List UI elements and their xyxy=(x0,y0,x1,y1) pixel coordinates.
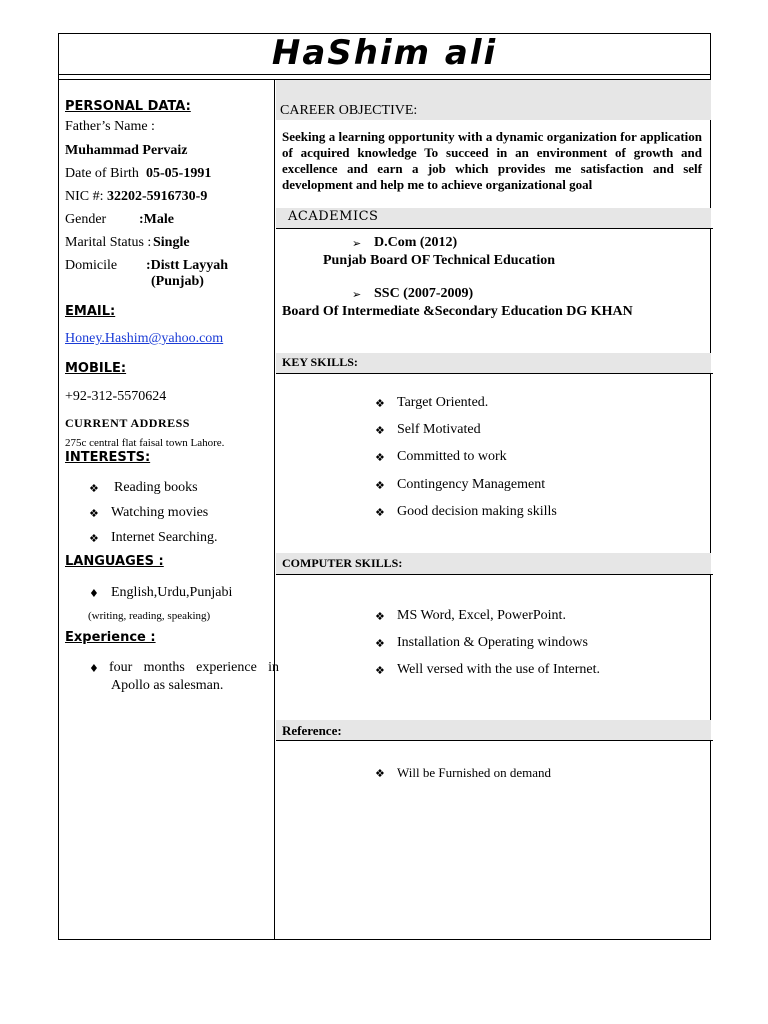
languages-value: English,Urdu,Punjabi xyxy=(111,585,233,600)
academics-rule xyxy=(276,228,713,229)
marital-status-label: Marital Status : xyxy=(65,235,152,250)
nic-value: 32202-5916730-9 xyxy=(107,189,208,204)
address-value: 275c central flat faisal town Lahore. xyxy=(65,437,225,449)
dob-label: Date of Birth xyxy=(65,166,139,181)
key-skill-item: Good decision making skills xyxy=(397,504,557,519)
small-diamond-bullet-icon: ♦ xyxy=(89,587,99,600)
key-skill-item: Contingency Management xyxy=(397,477,546,492)
experience-heading: Experience : xyxy=(65,630,156,645)
domicile-province: (Punjab) xyxy=(151,274,204,289)
academics-heading: ACADEMICS xyxy=(288,209,379,224)
diamond-bullet-icon: ❖ xyxy=(89,482,99,495)
computer-skills-rule xyxy=(276,574,713,575)
career-objective-text: Seeking a learning opportunity with a dynamic organization for application of acquired knowledge To succeed in an environment of growth and excellence and earn a job which provides me satisfaction and self development and help me to achieve organizational goal xyxy=(282,129,702,192)
personal-data-heading: PERSONAL DATA: xyxy=(65,99,191,114)
email-heading: EMAIL: xyxy=(65,304,116,319)
marital-status-value: Single xyxy=(153,235,190,250)
academic-degree: SSC (2007-2009) xyxy=(374,286,474,301)
mobile-value: +92-312-5570624 xyxy=(65,389,167,404)
arrow-bullet-icon: ➢ xyxy=(352,288,362,301)
career-objective-heading: CAREER OBJECTIVE: xyxy=(280,103,418,118)
diamond-bullet-icon: ❖ xyxy=(375,451,385,464)
mobile-heading: MOBILE: xyxy=(65,361,127,376)
diamond-bullet-icon: ❖ xyxy=(375,479,385,492)
gender-label: Gender xyxy=(65,212,107,227)
academic-degree: D.Com (2012) xyxy=(374,235,458,250)
domicile-value: :Distt Layyah xyxy=(146,258,229,273)
diamond-bullet-icon: ❖ xyxy=(375,397,385,410)
interest-item: Reading books xyxy=(114,480,198,495)
address-heading: CURRENT ADDRESS xyxy=(65,416,190,430)
reference-rule xyxy=(276,740,713,741)
title-rule-top xyxy=(58,74,711,75)
experience-line-2: Apollo as salesman. xyxy=(111,678,224,693)
diamond-bullet-icon: ❖ xyxy=(89,507,99,520)
small-diamond-bullet-icon: ♦ xyxy=(89,662,99,675)
languages-heading: LANGUAGES : xyxy=(65,554,164,569)
diamond-bullet-icon: ❖ xyxy=(375,637,385,650)
gender-value: :Male xyxy=(139,212,174,227)
column-divider xyxy=(274,80,275,940)
computer-skill-item: Well versed with the use of Internet. xyxy=(397,662,600,677)
computer-skill-item: Installation & Operating windows xyxy=(397,635,588,650)
nic-label: NIC #: xyxy=(65,189,104,204)
father-name-label: Father’s Name : xyxy=(65,119,155,134)
reference-heading: Reference: xyxy=(282,723,342,738)
diamond-bullet-icon: ❖ xyxy=(375,506,385,519)
diamond-bullet-icon: ❖ xyxy=(375,767,385,780)
interest-item: Watching movies xyxy=(111,505,209,520)
diamond-bullet-icon: ❖ xyxy=(375,664,385,677)
key-skills-rule xyxy=(276,373,713,374)
languages-note: (writing, reading, speaking) xyxy=(88,610,211,622)
academic-board: Board Of Intermediate &Secondary Education DG KHAN xyxy=(282,304,633,319)
diamond-bullet-icon: ❖ xyxy=(375,610,385,623)
diamond-bullet-icon: ❖ xyxy=(375,424,385,437)
father-name-value: Muhammad Pervaiz xyxy=(65,143,188,158)
key-skill-item: Target Oriented. xyxy=(397,395,489,410)
dob-value: 05-05-1991 xyxy=(146,166,212,181)
candidate-name: HaShim ali xyxy=(271,33,498,73)
experience-line-1: four months experience in xyxy=(109,660,279,675)
computer-skills-heading: COMPUTER SKILLS: xyxy=(282,556,403,570)
diamond-bullet-icon: ❖ xyxy=(89,532,99,545)
key-skills-heading: KEY SKILLS: xyxy=(282,355,358,369)
email-link[interactable]: Honey.Hashim@yahoo.com xyxy=(65,331,224,346)
computer-skill-item: MS Word, Excel, PowerPoint. xyxy=(397,608,566,623)
arrow-bullet-icon: ➢ xyxy=(352,237,362,250)
academic-board: Punjab Board OF Technical Education xyxy=(323,253,556,268)
interests-heading: INTERESTS: xyxy=(65,450,151,465)
key-skill-item: Committed to work xyxy=(397,449,507,464)
domicile-label: Domicile xyxy=(65,258,118,273)
reference-item: Will be Furnished on demand xyxy=(397,765,552,780)
key-skill-item: Self Motivated xyxy=(397,422,481,437)
interest-item: Internet Searching. xyxy=(111,530,218,545)
